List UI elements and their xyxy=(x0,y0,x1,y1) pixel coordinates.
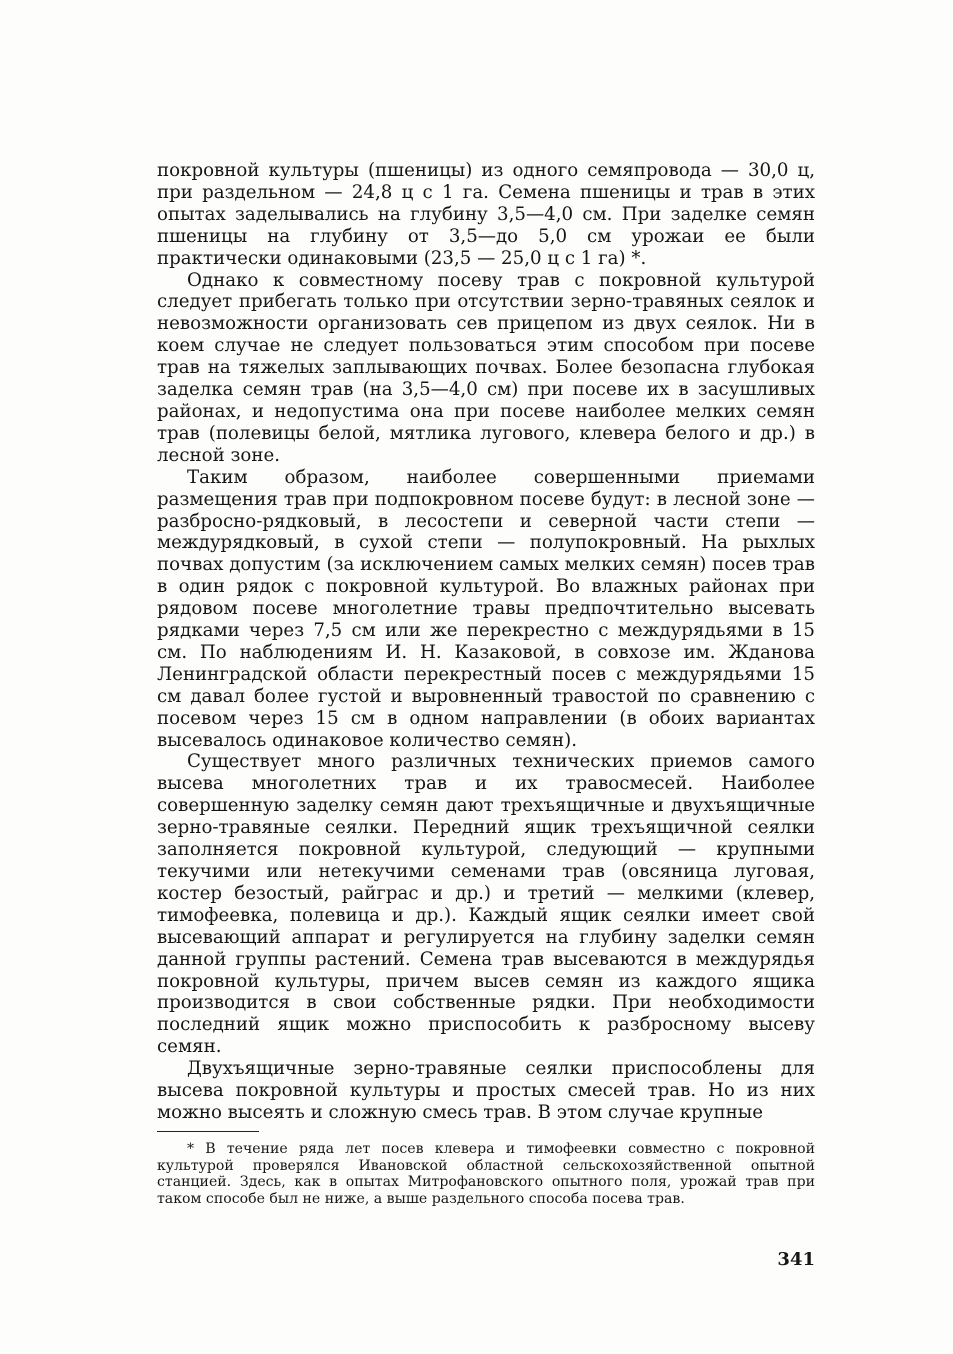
paragraph-joint-sowing: Однако к совместному посеву трав с покровной культурой следует прибегать только при отсутствии зерно-травяных сеялок и невозможности организовать сев прицепом из двух сеялок. Ни в коем случае не следует пользоваться этим способом при посеве трав на тяжелых заплывающих почвах. Более безопасна глубокая заделка семян трав (на 3,5—4,0 см) при посеве их в засушливых районах, и недопустима она при посеве наиболее мелких семян трав (полевицы белой, мятлика лугового, клевера белого и др.) в лесной зоне. xyxy=(157,269,815,466)
body-text xyxy=(157,160,815,1124)
paragraph-two-box-seeders: Двухъящичные зерно-травяные сеялки приспособлены для высева покровной культуры и простых смесей трав. Но из них можно высеять и сложную смесь трав. В этом случае крупные xyxy=(157,1058,815,1123)
paragraph-seeding-techniques: Существует много различных технических приемов самого высева многолетних трав и их травосмесей. Наиболее совершенную заделку семян дают трехъящичные и двухъящичные зерно-травяные сеялки. Передний ящик трехъящичной сеялки заполняется покровной культурой, следующий — крупными текучими или нетекучими семенами трав (овсяница луговая, костер безостый, райграс и др.) и третий — мелкими (клевер, тимофеевка, полевица и др.). Каждый ящик сеялки имеет свой высевающий аппарат и регулируется на глубину заделки семян данной группы растений. Семена трав высеваются в междурядья покровной культуры, причем высев семян из каждого ящика производится в свои собственные рядки. При необходимости последний ящик можно приспособить к разбросному высеву семян. xyxy=(157,751,815,1058)
footnote: * В течение ряда лет посев клевера и тимофеевки совместно с покровной культурой проверялся Ивановской областной сельскохозяйственной опытной станцией. Здесь, как в опытах Митрофановского опытного поля, урожай трав при таком способе был не ниже, а выше раздельного способа посева трав. xyxy=(157,1141,815,1208)
paragraph-placement-methods: Таким образом, наиболее совершенными приемами размещения трав при подпокровном посеве будут: в лесной зоне — разбросно-рядковый, в лесостепи и северной части степи — междурядковый, в сухой степи — полупокровный. На рыхлых почвах допустим (за исключением самых мелких семян) посев трав в один рядок с покровной культурой. Во влажных районах при рядовом посеве многолетние травы предпочтительно высевать рядками через 7,5 см или же перекрестно с междурядьями в 15 см. По наблюдениям И. Н. Казаковой, в совхозе им. Жданова Ленинградской области перекрестный посев с междурядьями 15 см давал более густой и выровненный травостой по сравнению с посевом через 15 см в одном направлении (в обоих вариантах высевалось одинаковое количество семян). xyxy=(157,466,815,751)
footnote-divider xyxy=(157,1131,259,1132)
page-number: 341 xyxy=(777,1249,815,1270)
paragraph-continuation: покровной культуры (пшеницы) из одного семяпровода — 30,0 ц, при раздельном — 24,8 ц с 1 га. Семена пшеницы и трав в этих опытах заделывались на глубину 3,5—4,0 см. При заделке семян пшеницы на глубину от 3,5—до 5,0 см урожаи ее были практически одинаковыми (23,5 — 25,0 ц с 1 га) *. xyxy=(157,160,815,269)
